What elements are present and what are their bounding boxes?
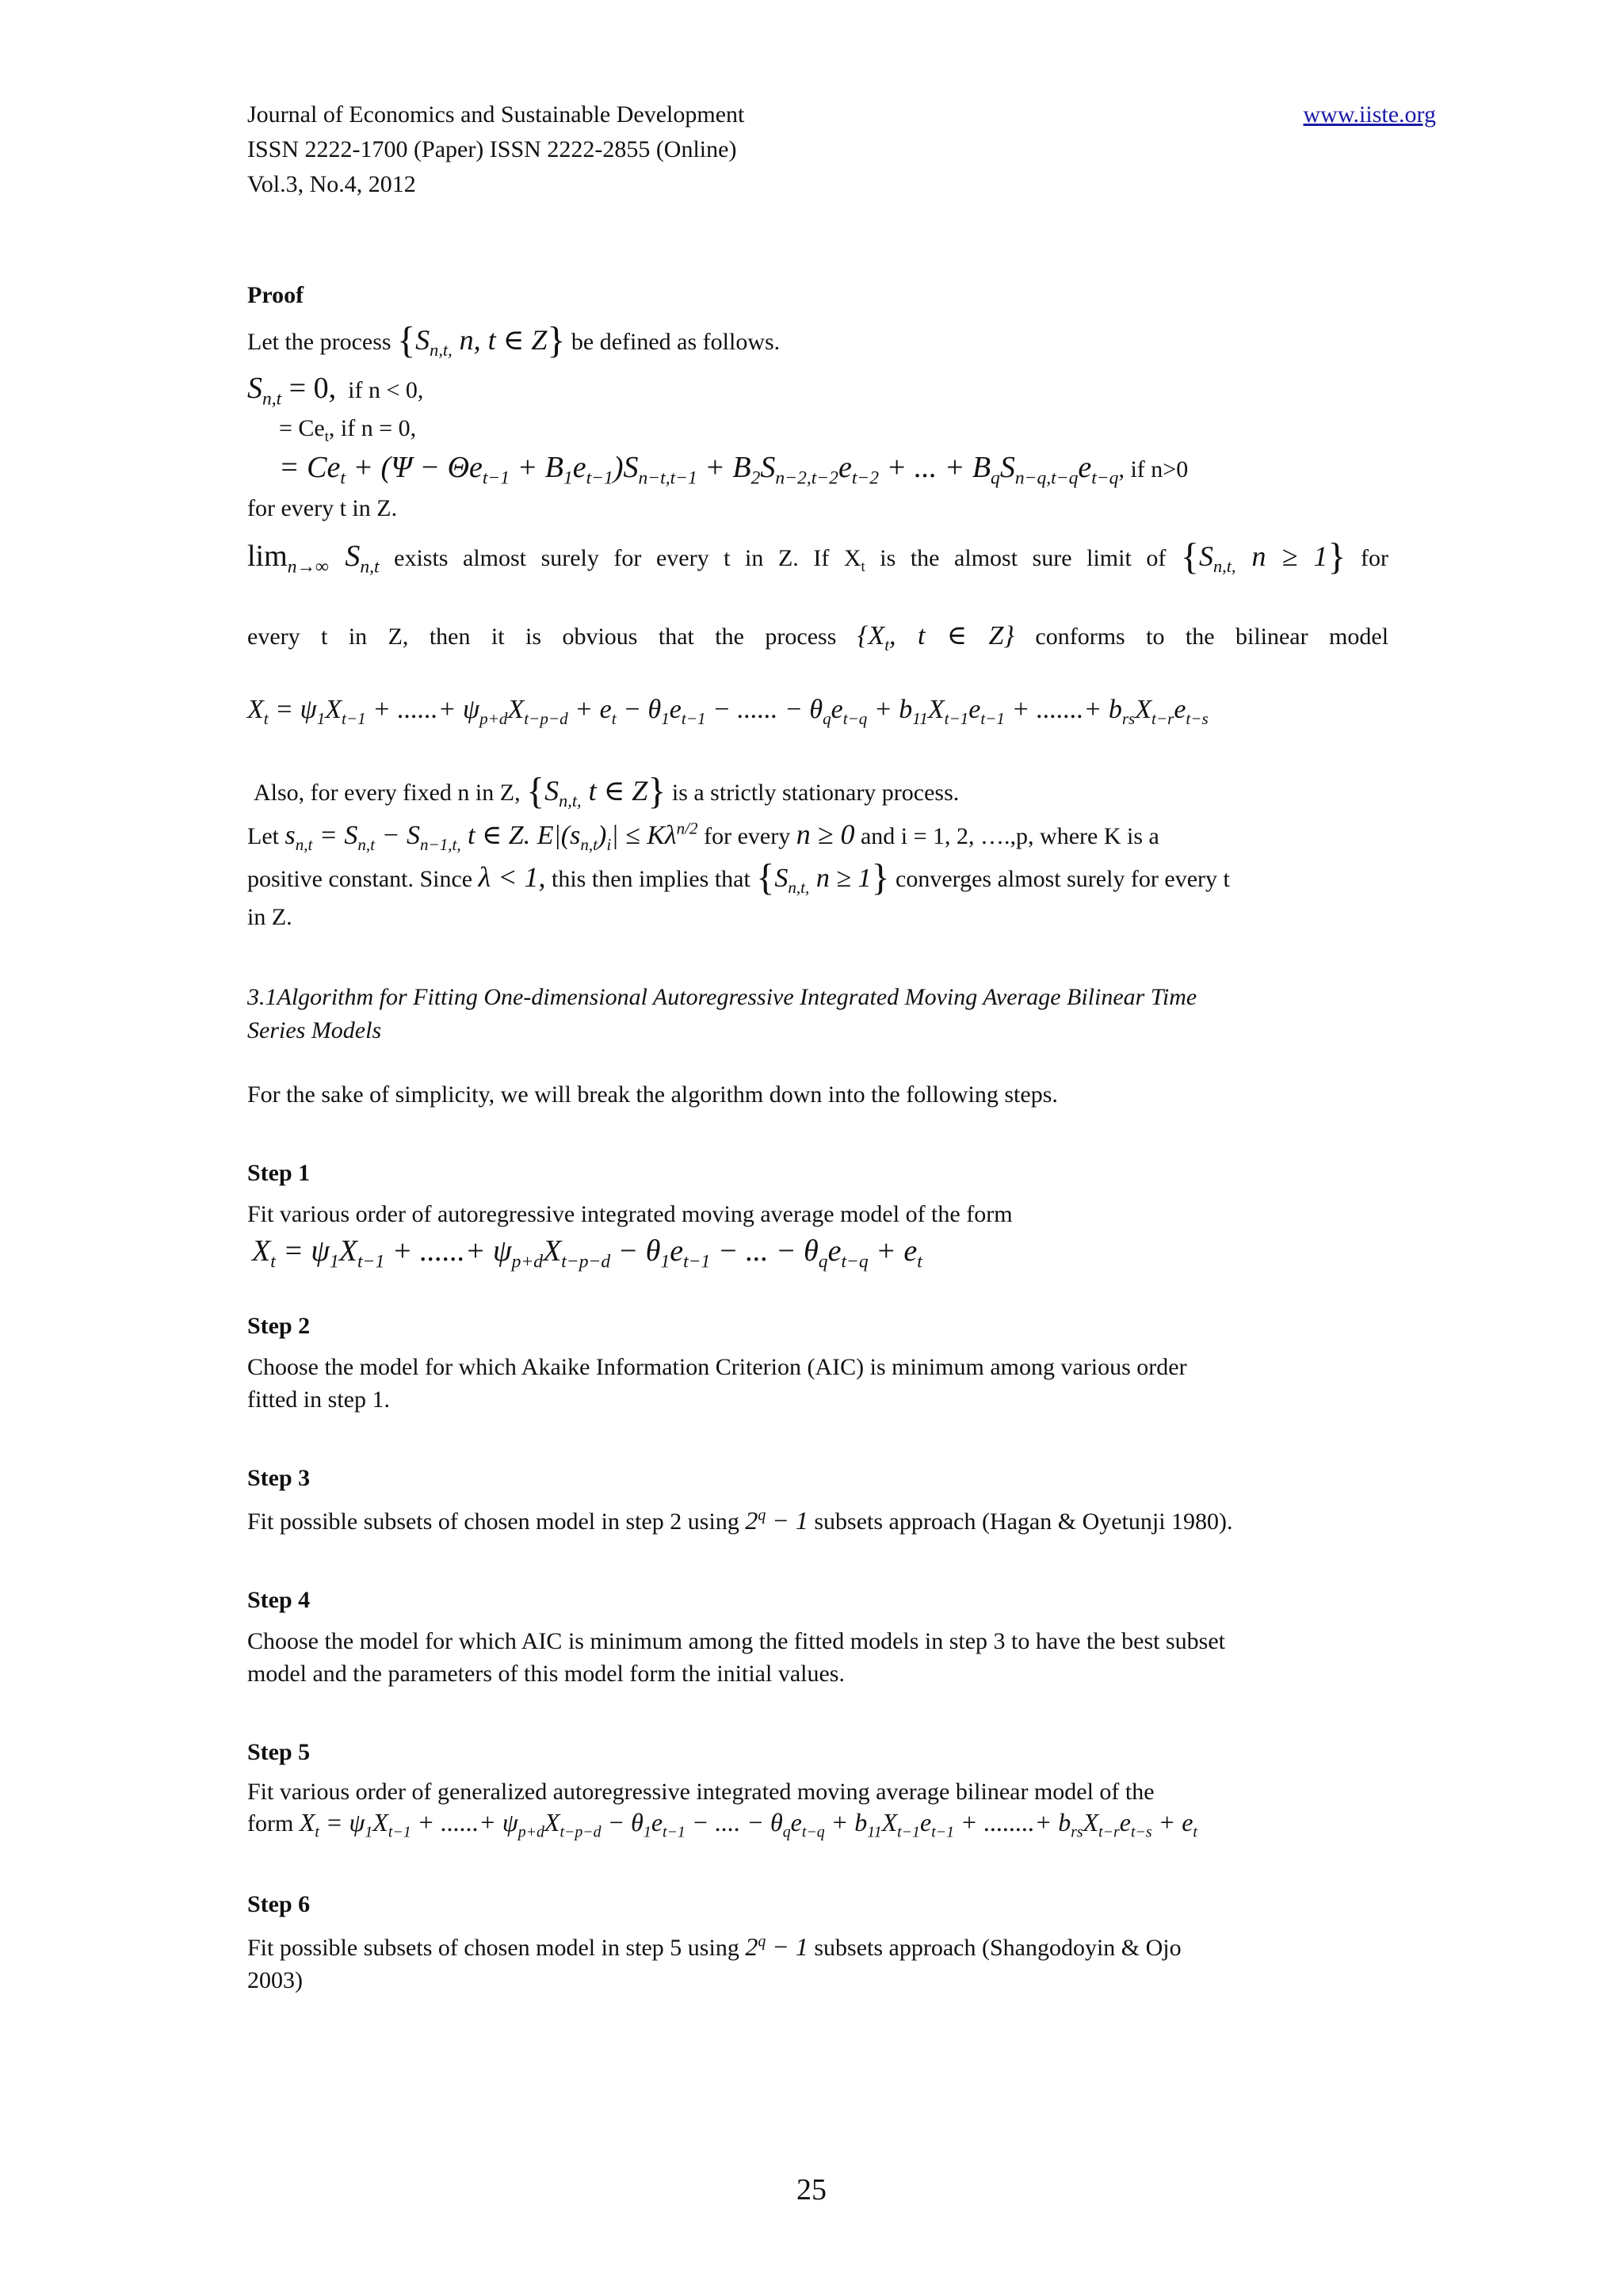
step-5 — [247, 1736, 1388, 1842]
bilinear-model-equation: $X_t = \psi_1X_{t-1}$ + ......+ $\psi_{p+d}X_{t-p-d} + e_t - \theta_1e_{t-1}$ − ...... − $\theta_qe_{t-q} + b_{11}X_{t-1}e_{t-1}$ + .......+ $b_{rs}X_{t-r}e_{t-s}$ — [247, 695, 1209, 728]
step-3-text: Fit possible subsets of chosen model in step 2 using $2^q - 1$ subsets approach (Hagan & Oyetunji 1980). — [247, 1505, 1233, 1535]
volume-line: Vol.3, No.4, 2012 — [247, 171, 416, 197]
stationary-statement: Also, for every fixed n in Z, {$S_{n,t,}$ t ∈ Z} is a strictly stationary process. — [254, 769, 960, 812]
proof-heading: Proof — [247, 282, 304, 308]
step-6-text: Fit possible subsets of chosen model in step 5 using $2^q - 1$ subsets approach (Shangodoyin & Ojo 2003) — [247, 1932, 1182, 1994]
step-3 — [247, 1462, 1388, 1538]
step-1-heading: Step 1 — [247, 1160, 311, 1187]
definition-case-1: $S_{n,t} = 0$, if n < 0, — [247, 371, 424, 410]
step-4 — [247, 1584, 1388, 1690]
conforms-statement: every t in Z, then it is obvious that the process {$X_t$, t ∈ Z} conforms to the bilinear model — [247, 621, 1389, 654]
step-6-heading: Step 6 — [247, 1891, 311, 1918]
section-title: 3.1Algorithm for Fitting One-dimensional Autoregressive Integrated Moving Average Bilinear Time Series Models — [247, 984, 1197, 1043]
article-body — [247, 279, 1388, 1997]
let-statement: Let $s_{n,t} = S_{n,t} - S_{n-1,t,}$ t ∈ Z. $E|(s_{n,t})_i| \le K\lambda^{n/2}$ for every n ≥ 0 and i = 1, 2, ….,p, where K is a — [247, 818, 1159, 854]
step-5-text: Fit various order of generalized autoregressive integrated moving average bilinear model of the form $X_t = \psi_1X_{t-1}$ + ......+ $\psi_{p+d}X_{t-p-d} - \theta_1e_{t-1}$ − .... − $\theta_qe_{t-q} + b_{11}X_{t-1}e_{t-1}$ + ........+ $b_{rs}X_{t-r}e_{t-s} + e_t$ — [247, 1778, 1197, 1841]
definition-case-2: = $Ce_t$, if n = 0, — [279, 414, 417, 445]
step-2 — [247, 1310, 1388, 1416]
step-1-text: Fit various order of autoregressive integrated moving average model of the form — [247, 1200, 1013, 1227]
issn-line: ISSN 2222-1700 (Paper) ISSN 2222-2855 (Online) — [247, 136, 737, 162]
convergence-statement: positive constant. Since λ < 1, this then implies that {$S_{n,t,}$ n ≥ 1} converges almost surely for every t — [247, 856, 1230, 899]
page-number: 25 — [796, 2173, 827, 2206]
step-4-heading: Step 4 — [247, 1587, 311, 1614]
definition-case-3: = $Ce_t + (\Psi - \Theta e_{t-1} + B_1e_{t-1})S_{n-t,t-1} + B_2S_{n-2,t-2}e_{t-2}$ + ... + $B_qS_{n-q,t-q}e_{t-q}$, if n>0 — [279, 451, 1189, 489]
step-2-text: Choose the model for which Akaike Information Criterion (AIC) is minimum among various order fitted in step 1. — [247, 1353, 1187, 1413]
step-4-text: Choose the model for which AIC is minimum among the fitted models in step 3 to have the best subset model and the parameters of this model form the initial values. — [247, 1627, 1225, 1687]
arima-equation: $X_t = \psi_1X_{t-1}$ + ......+ $\psi_{p+d}X_{t-p-d} - \theta_1e_{t-1}$ − ... − $\theta_qe_{t-q} + e_t$ — [252, 1234, 922, 1272]
limit-statement: $\lim_{n\to\infty} S_{n,t}$ exists almost surely for every t in Z. If $X_t$ is the almost sure limit of {$S_{n,t,}$ n ≥ 1} for — [247, 535, 1389, 578]
step-2-heading: Step 2 — [247, 1313, 311, 1340]
journal-name: Journal of Economics and Sustainable Development — [247, 101, 745, 128]
running-header — [247, 98, 1436, 203]
proof-intro: Let the process {$S_{n,t,}$ n, t ∈ Z} be defined as follows. — [247, 319, 781, 362]
for-every-t: for every t in Z. — [247, 494, 398, 521]
process-set: {$S_{n,t,}$ n, t ∈ Z} — [397, 319, 566, 362]
step-6 — [247, 1888, 1388, 1997]
step-3-heading: Step 3 — [247, 1465, 311, 1492]
step-1 — [247, 1157, 1388, 1275]
section-intro: For the sake of simplicity, we will break the algorithm down into the following steps. — [247, 1081, 1058, 1108]
journal-url-link[interactable]: www.iiste.org — [1303, 101, 1436, 128]
step-5-heading: Step 5 — [247, 1739, 311, 1766]
in-z: in Z. — [247, 903, 292, 930]
